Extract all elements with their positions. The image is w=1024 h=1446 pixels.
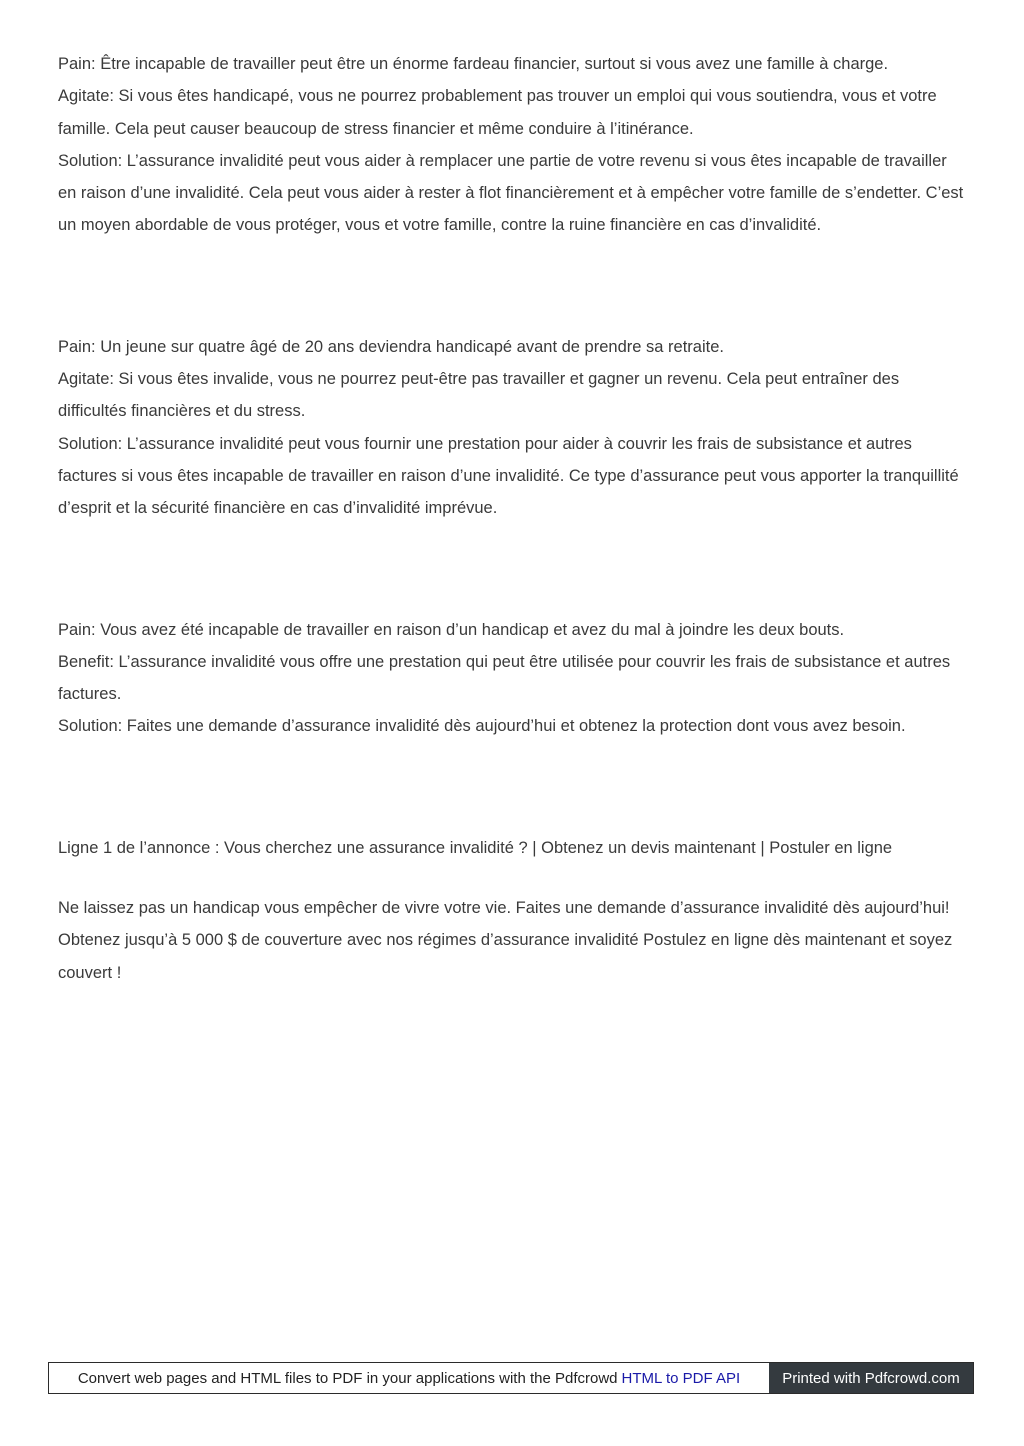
section-3 <box>58 614 968 743</box>
footer-promo-text: Convert web pages and HTML files to PDF in your applications with the Pdfcrowd <box>77 1369 618 1387</box>
ad-headline: Ligne 1 de l’annonce : Vous cherchez une assurance invalidité ? | Obtenez un devis maintenant | Postuler en ligne <box>58 838 893 857</box>
pain-line: Pain: Être incapable de travailler peut être un énorme fardeau financier, surtout si vous avez une famille à charge. <box>58 55 889 73</box>
pain-line: Pain: Vous avez été incapable de travailler en raison d’un handicap et avez du mal à joindre les deux bouts. <box>58 620 845 639</box>
section-1 <box>58 48 968 242</box>
benefit-line: Benefit: L’assurance invalidité vous offre une prestation qui peut être utilisée pour couvrir les frais de subsistance et autres factures. <box>58 652 951 704</box>
pain-line: Pain: Un jeune sur quatre âgé de 20 ans deviendra handicapé avant de prendre sa retraite. <box>58 337 724 356</box>
solution-line: Solution: L’assurance invalidité peut vous aider à remplacer une partie de votre revenu si vous êtes incapable de travailler en raison d’une invalidité. Cela peut vous aider à rester à flot financièrement et à empêcher votre famille de s’endetter. C’est un moyen abordable de vous protéger, vous et votre famille, contre la ruine financière en cas d’invalidité. <box>58 151 964 235</box>
section-2 <box>58 331 968 525</box>
ad-body: Ne laissez pas un handicap vous empêcher de vivre votre vie. Faites une demande d’assurance invalidité dès aujourd’hui! Obtenez jusqu’à 5 000 $ de couverture avec nos régimes d’assurance invalidité Postulez en ligne dès maintenant et soyez couvert ! <box>58 899 953 982</box>
agitate-line: Agitate: Si vous êtes handicapé, vous ne pourrez probablement pas trouver un emploi qui vous soutiendra, vous et votre famille. Cela peut causer beaucoup de stress financier et même conduire à l’itinérance. <box>58 87 937 138</box>
printed-with-badge[interactable]: Printed with Pdfcrowd.com <box>769 1363 973 1393</box>
solution-line: Solution: L’assurance invalidité peut vous fournir une prestation pour aider à couvrir les frais de subsistance et autres factures si vous êtes incapable de travailler en raison d’une invalidité. Ce type d’assurance peut vous apporter la tranquillité d’esprit et la sécurité financière en cas d’invalidité imprévue. <box>58 434 959 518</box>
solution-line: Solution: Faites une demande d’assurance invalidité dès aujourd’hui et obtenez la protection dont vous avez besoin. <box>58 717 906 736</box>
pdfcrowd-footer <box>48 1362 974 1394</box>
footer-promo <box>49 1363 769 1393</box>
document-body <box>58 48 968 989</box>
html-to-pdf-api-link[interactable]: HTML to PDF API <box>621 1369 741 1387</box>
ad-section <box>58 832 968 989</box>
agitate-line: Agitate: Si vous êtes invalide, vous ne pourrez peut-être pas travailler et gagner un revenu. Cela peut entraîner des difficultés financières et du stress. <box>58 370 900 421</box>
